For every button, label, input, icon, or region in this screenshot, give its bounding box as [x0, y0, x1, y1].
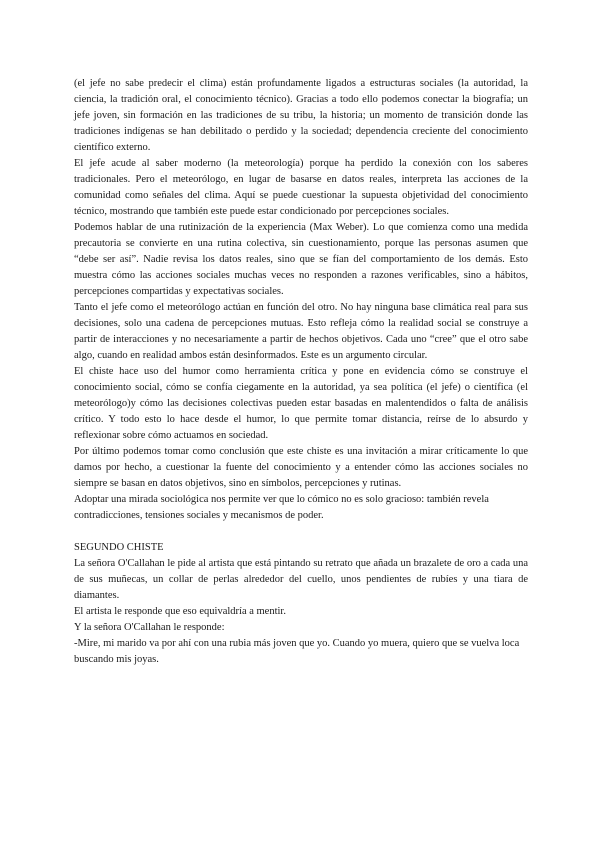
paragraph-humor-critique: El chiste hace uso del humor como herramienta crítica y pone en evidencia cómo se construye el conocimiento social, cómo se confía ciegamente en la autoridad, ya sea política (el jefe) o científica (el meteorólogo)y cómo las decisiones colectivas pueden estar basadas en malentendidos o falta de análisis crítico. Y todo esto lo hace desde el humor, lo que permite tomar distancia, reírse de lo absurdo y reflexionar sobre cómo actuamos en sociedad. [74, 366, 528, 441]
paragraph-routinization: Podemos hablar de una rutinización de la experiencia (Max Weber). Lo que comienza como una medida precautoria se convierte en una rutina colectiva, sin cuestionamiento, porque las personas asumen que “debe ser así”. Nadie revisa los datos reales, sino que se fían del comportamiento de los demás. Esto muestra cómo las acciones sociales muchas veces no responden a razones verificables, sino a hábitos, percepciones compartidas y expectativas sociales. [74, 222, 528, 297]
section-heading: SEGUNDO CHISTE [74, 542, 164, 553]
paragraph-artist-reply: El artista le responde que eso equivaldría a mentir. [74, 606, 286, 617]
document-body [74, 76, 528, 668]
paragraph-portrait-request: La señora O'Callahan le pide al artista que está pintando su retrato que añada un brazalete de oro a cada una de sus muñecas, un collar de perlas alrededor del cuello, unos pendientes de rubíes y una tiara de diamantes. [74, 558, 528, 601]
paragraph-punchline: -Mire, mi marido va por ahí con una rubia más joven que yo. Cuando yo muera, quiero que se vuelva loca buscando mis joyas. [74, 638, 520, 665]
paragraph-conclusion: Por último podemos tomar como conclusión que este chiste es una invitación a mirar críticamente lo que damos por hecho, a cuestionar la fuente del conocimiento y a entender cómo las acciones sociales no siempre se basan en datos objetivos, sino en símbolos, percepciones y rutinas. [74, 446, 528, 489]
paragraph-lady-reply-intro: Y la señora O'Callahan le responde: [74, 622, 225, 633]
paragraph-modern-knowledge: El jefe acude al saber moderno (la meteorología) porque ha perdido la conexión con los saberes tradicionales. Pero el meteorólogo, en lugar de basarse en datos reales, interpreta las acciones de la comunidad como señales del clima. Aquí se puede cuestionar la supuesta objetividad del conocimiento técnico, mostrando que también este puede estar condicionado por percepciones sociales. [74, 158, 528, 217]
paragraph-mutual-perception: Tanto el jefe como el meteorólogo actúan en función del otro. No hay ninguna base climática real para sus decisiones, solo una cadena de percepciones mutuas. Esto refleja cómo la realidad social se construye a partir de interacciones y no necesariamente a partir de hechos objetivos. Cada uno “cree” que el otro sabe algo, cuando en realidad ambos están desinformados. Este es un argumento circular. [74, 302, 528, 361]
paragraph-biography-history: (el jefe no sabe predecir el clima) están profundamente ligados a estructuras sociales (la autoridad, la ciencia, la tradición oral, el conocimiento técnico). Gracias a todo ello podemos conectar la biografía; un jefe joven, sin formación en las tradiciones de su tribu, la historia; un momento de transición donde las tradiciones indígenas se han debilitado o perdido y la sociedad; dependencia creciente del conocimiento científico externo. [74, 78, 528, 153]
paragraph-sociological-view: Adoptar una mirada sociológica nos permite ver que lo cómico no es solo gracioso: también revela contradicciones, tensiones sociales y mecanismos de poder. [74, 494, 489, 521]
paragraph-spacer [74, 524, 528, 540]
